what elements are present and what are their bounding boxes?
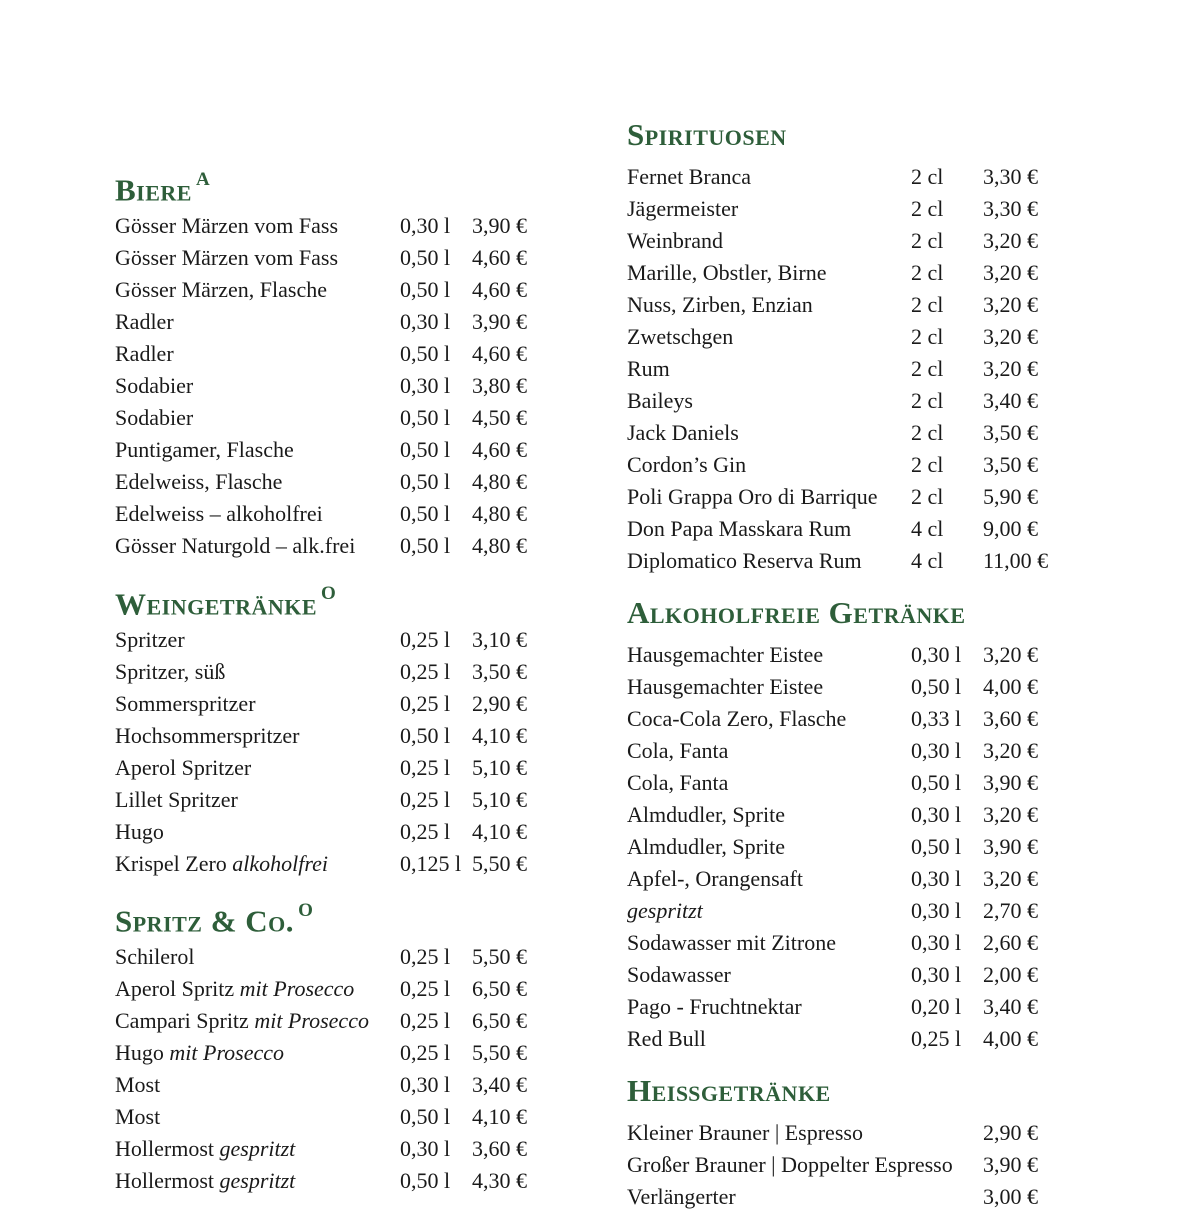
item-volume: 0,50 l bbox=[400, 245, 451, 270]
item-price: 4,60 € bbox=[472, 437, 527, 462]
item-volume: 0,25 l bbox=[400, 659, 451, 684]
item-name: Spritzer bbox=[115, 627, 185, 652]
menu-item bbox=[115, 688, 555, 720]
item-name: Cola, Fanta bbox=[627, 738, 729, 763]
item-list bbox=[627, 1117, 1107, 1213]
item-note: gespritzt bbox=[627, 898, 703, 923]
item-volume: 2 cl bbox=[911, 452, 944, 477]
menu-item bbox=[115, 656, 555, 688]
item-price: 3,20 € bbox=[983, 642, 1038, 667]
item-note: mit Prosecco bbox=[169, 1040, 285, 1065]
item-list bbox=[115, 210, 555, 562]
item-volume: 0,125 l bbox=[400, 851, 462, 876]
item-note: alkoholfrei bbox=[232, 851, 329, 876]
menu-item bbox=[627, 1181, 1107, 1213]
menu-item bbox=[627, 831, 1107, 863]
item-volume: 0,25 l bbox=[400, 1040, 451, 1065]
item-volume: 2 cl bbox=[911, 196, 944, 221]
item-name: Apfel-, Orangensaft bbox=[627, 866, 803, 891]
item-price: 3,60 € bbox=[983, 706, 1038, 731]
item-name: Campari Spritz mit Prosecco bbox=[115, 1008, 369, 1033]
section-title: Biere $^A$ bbox=[115, 169, 211, 208]
item-name: Sodabier bbox=[115, 373, 194, 398]
menu-item bbox=[627, 959, 1107, 991]
item-volume: 2 cl bbox=[911, 292, 944, 317]
menu-item bbox=[115, 530, 555, 562]
item-price: 3,20 € bbox=[983, 866, 1038, 891]
item-price: 3,90 € bbox=[983, 770, 1038, 795]
menu-item bbox=[115, 370, 555, 402]
item-volume: 2 cl bbox=[911, 356, 944, 381]
menu-item bbox=[627, 799, 1107, 831]
menu-item bbox=[627, 353, 1107, 385]
item-price: 4,00 € bbox=[983, 1026, 1038, 1051]
menu-item bbox=[627, 671, 1107, 703]
item-price: 4,50 € bbox=[472, 405, 527, 430]
item-volume: 0,30 l bbox=[911, 802, 962, 827]
menu-item bbox=[627, 1023, 1107, 1055]
item-volume: 0,50 l bbox=[911, 770, 962, 795]
menu-item bbox=[627, 639, 1107, 671]
item-list bbox=[627, 639, 1107, 1055]
item-price: 4,60 € bbox=[472, 245, 527, 270]
item-price: 3,40 € bbox=[472, 1072, 527, 1097]
item-name: Puntigamer, Flasche bbox=[115, 437, 294, 462]
item-price: 4,80 € bbox=[472, 533, 527, 558]
item-price: 5,50 € bbox=[472, 851, 527, 876]
menu-item bbox=[115, 941, 555, 973]
menu-item bbox=[115, 242, 555, 274]
menu-item bbox=[115, 1165, 555, 1197]
section-biere bbox=[115, 166, 555, 562]
menu-item bbox=[115, 973, 555, 1005]
menu-item bbox=[115, 1133, 555, 1165]
item-volume: 0,30 l bbox=[911, 642, 962, 667]
menu-item bbox=[627, 895, 1107, 927]
item-price: 3,10 € bbox=[472, 627, 527, 652]
menu-item bbox=[627, 927, 1107, 959]
item-volume: 2 cl bbox=[911, 228, 944, 253]
item-price: 4,60 € bbox=[472, 341, 527, 366]
menu-item bbox=[115, 1037, 555, 1069]
item-name: Cordon’s Gin bbox=[627, 452, 747, 477]
item-volume: 2 cl bbox=[911, 420, 944, 445]
menu-item bbox=[627, 257, 1107, 289]
item-name: Baileys bbox=[627, 388, 693, 413]
section-title: Alkoholfreie Getränke bbox=[627, 595, 966, 630]
menu-item bbox=[627, 735, 1107, 767]
item-volume: 0,50 l bbox=[400, 533, 451, 558]
section-heissgetraenke bbox=[627, 1073, 1107, 1213]
item-price: 5,10 € bbox=[472, 787, 527, 812]
item-name: Hugo mit Prosecco bbox=[115, 1040, 285, 1065]
item-price: 3,90 € bbox=[472, 213, 527, 238]
menu-item bbox=[627, 193, 1107, 225]
menu-item bbox=[627, 225, 1107, 257]
item-name: Gösser Märzen vom Fass bbox=[115, 213, 339, 238]
item-price: 3,00 € bbox=[983, 1184, 1038, 1209]
section-spritz-co bbox=[115, 897, 555, 1197]
item-volume: 0,50 l bbox=[911, 674, 962, 699]
item-name: Nuss, Zirben, Enzian bbox=[627, 292, 813, 317]
item-price: 3,50 € bbox=[983, 420, 1038, 445]
item-name: Pago - Fruchtnektar bbox=[627, 994, 802, 1019]
item-name: Most bbox=[115, 1072, 161, 1097]
item-name: Hollermost gespritzt bbox=[115, 1136, 296, 1161]
item-volume: 4 cl bbox=[911, 548, 944, 573]
item-volume: 2 cl bbox=[911, 484, 944, 509]
item-note: mit Prosecco bbox=[239, 976, 355, 1001]
menu-item bbox=[115, 210, 555, 242]
section-title: Heißgetränke bbox=[627, 1073, 831, 1108]
section-spirituosen bbox=[627, 117, 1107, 577]
menu-item bbox=[627, 991, 1107, 1023]
item-name: Rum bbox=[627, 356, 670, 381]
item-name: Jack Daniels bbox=[627, 420, 739, 445]
item-name: Krispel Zero alkoholfrei bbox=[115, 851, 329, 876]
item-volume: 0,25 l bbox=[400, 627, 451, 652]
item-name: Sommerspritzer bbox=[115, 691, 256, 716]
item-price: 9,00 € bbox=[983, 516, 1038, 541]
menu-item bbox=[115, 752, 555, 784]
item-volume: 0,30 l bbox=[911, 866, 962, 891]
item-price: 4,30 € bbox=[472, 1168, 527, 1193]
item-price: 4,80 € bbox=[472, 501, 527, 526]
item-name: Red Bull bbox=[627, 1026, 706, 1051]
item-volume: 0,50 l bbox=[400, 501, 451, 526]
item-price: 3,20 € bbox=[983, 324, 1038, 349]
item-volume: 0,50 l bbox=[911, 834, 962, 859]
item-price: 3,60 € bbox=[472, 1136, 527, 1161]
item-volume: 0,25 l bbox=[400, 691, 451, 716]
item-price: 3,40 € bbox=[983, 994, 1038, 1019]
item-price: 3,40 € bbox=[983, 388, 1038, 413]
item-name: Verlängerter bbox=[627, 1184, 736, 1209]
item-price: 5,90 € bbox=[983, 484, 1038, 509]
item-name: Radler bbox=[115, 341, 174, 366]
menu-item bbox=[627, 481, 1107, 513]
item-volume: 2 cl bbox=[911, 324, 944, 349]
section-weingetraenke bbox=[115, 580, 555, 880]
menu-item bbox=[627, 513, 1107, 545]
item-volume: 0,30 l bbox=[400, 373, 451, 398]
item-name: Cola, Fanta bbox=[627, 770, 729, 795]
menu-item bbox=[627, 385, 1107, 417]
item-list bbox=[115, 624, 555, 880]
menu-item bbox=[115, 1005, 555, 1037]
item-name: Marille, Obstler, Birne bbox=[627, 260, 827, 285]
menu-item bbox=[115, 466, 555, 498]
item-name: Hollermost gespritzt bbox=[115, 1168, 296, 1193]
item-volume: 0,50 l bbox=[400, 341, 451, 366]
menu-item bbox=[627, 863, 1107, 895]
item-name: Hugo bbox=[115, 819, 164, 844]
item-name: Hochsommerspritzer bbox=[115, 723, 300, 748]
menu-item bbox=[115, 1069, 555, 1101]
item-name: Zwetschgen bbox=[627, 324, 734, 349]
item-volume: 4 cl bbox=[911, 516, 944, 541]
item-volume: 0,50 l bbox=[400, 723, 451, 748]
item-price: 3,30 € bbox=[983, 196, 1038, 221]
item-name: Weinbrand bbox=[627, 228, 723, 253]
section-title: Spirituosen bbox=[627, 117, 787, 152]
item-price: 2,90 € bbox=[983, 1120, 1038, 1145]
item-volume: 2 cl bbox=[911, 388, 944, 413]
item-volume: 0,25 l bbox=[400, 819, 451, 844]
item-name: Jägermeister bbox=[627, 196, 739, 221]
item-name: Almdudler, Sprite bbox=[627, 834, 785, 859]
menu-item bbox=[115, 624, 555, 656]
item-name: Sodabier bbox=[115, 405, 194, 430]
item-volume: 0,25 l bbox=[400, 944, 451, 969]
item-volume: 0,25 l bbox=[400, 755, 451, 780]
item-name: Edelweiss – alkoholfrei bbox=[115, 501, 323, 526]
item-price: 3,90 € bbox=[983, 834, 1038, 859]
item-name: Hausgemachter Eistee bbox=[627, 674, 824, 699]
item-price: 3,20 € bbox=[983, 802, 1038, 827]
item-price: 6,50 € bbox=[472, 1008, 527, 1033]
item-name: Sodawasser bbox=[627, 962, 731, 987]
item-note: mit Prosecco bbox=[254, 1008, 369, 1033]
item-list bbox=[627, 161, 1107, 577]
item-name: Großer Brauner | Doppelter Espresso bbox=[627, 1152, 953, 1177]
item-name: Edelweiss, Flasche bbox=[115, 469, 283, 494]
item-name: Gösser Märzen vom Fass bbox=[115, 245, 339, 270]
section-title: Weingetränke $^O$ bbox=[115, 583, 337, 622]
item-volume: 0,50 l bbox=[400, 277, 451, 302]
item-name: Almdudler, Sprite bbox=[627, 802, 785, 827]
item-name: Sodawasser mit Zitrone bbox=[627, 930, 836, 955]
menu-item bbox=[627, 545, 1107, 577]
item-volume: 0,25 l bbox=[400, 976, 451, 1001]
item-name: Most bbox=[115, 1104, 161, 1129]
menu-item bbox=[115, 816, 555, 848]
item-volume: 0,30 l bbox=[911, 962, 962, 987]
item-price: 3,20 € bbox=[983, 228, 1038, 253]
item-price: 3,90 € bbox=[472, 309, 527, 334]
item-price: 3,90 € bbox=[983, 1152, 1038, 1177]
menu-item bbox=[115, 434, 555, 466]
item-volume: 0,20 l bbox=[911, 994, 962, 1019]
item-price: 2,70 € bbox=[983, 898, 1038, 923]
menu-item bbox=[115, 720, 555, 752]
item-volume: 0,25 l bbox=[400, 1008, 451, 1033]
item-price: 3,30 € bbox=[983, 164, 1038, 189]
item-volume: 0,50 l bbox=[400, 469, 451, 494]
item-price: 6,50 € bbox=[472, 976, 527, 1001]
item-price: 2,60 € bbox=[983, 930, 1038, 955]
item-price: 3,20 € bbox=[983, 292, 1038, 317]
item-price: 2,90 € bbox=[472, 691, 527, 716]
menu-item bbox=[627, 767, 1107, 799]
item-price: 3,20 € bbox=[983, 356, 1038, 381]
item-name: Aperol Spritz mit Prosecco bbox=[115, 976, 355, 1001]
section-title: Spritz & Co. $^O$ bbox=[115, 900, 314, 939]
menu-item bbox=[627, 321, 1107, 353]
item-volume: 0,30 l bbox=[400, 309, 451, 334]
item-name bbox=[627, 895, 703, 927]
item-volume: 2 cl bbox=[911, 164, 944, 189]
item-price: 2,00 € bbox=[983, 962, 1038, 987]
item-volume: 0,50 l bbox=[400, 1168, 451, 1193]
item-name: Fernet Branca bbox=[627, 164, 751, 189]
item-price: 3,50 € bbox=[472, 659, 527, 684]
item-name: Poli Grappa Oro di Barrique bbox=[627, 484, 878, 509]
item-volume: 0,30 l bbox=[400, 1136, 451, 1161]
menu-item bbox=[115, 1101, 555, 1133]
item-volume: 0,30 l bbox=[911, 738, 962, 763]
item-price: 4,10 € bbox=[472, 819, 527, 844]
item-price: 3,50 € bbox=[983, 452, 1038, 477]
item-volume: 0,30 l bbox=[911, 930, 962, 955]
item-volume: 0,25 l bbox=[400, 787, 451, 812]
menu-item bbox=[627, 161, 1107, 193]
item-name: Lillet Spritzer bbox=[115, 787, 238, 812]
menu-item bbox=[115, 306, 555, 338]
item-price: 3,20 € bbox=[983, 738, 1038, 763]
menu-item bbox=[115, 274, 555, 306]
item-name: Radler bbox=[115, 309, 174, 334]
menu-item bbox=[115, 498, 555, 530]
item-name: Coca-Cola Zero, Flasche bbox=[627, 706, 847, 731]
menu-item bbox=[627, 1149, 1107, 1181]
menu-item bbox=[627, 1117, 1107, 1149]
menu-item bbox=[115, 848, 555, 880]
item-price: 4,60 € bbox=[472, 277, 527, 302]
item-name: Aperol Spritzer bbox=[115, 755, 252, 780]
item-volume: 2 cl bbox=[911, 260, 944, 285]
item-note: gespritzt bbox=[219, 1168, 296, 1193]
item-price: 4,10 € bbox=[472, 1104, 527, 1129]
item-price: 4,80 € bbox=[472, 469, 527, 494]
item-price: 4,00 € bbox=[983, 674, 1038, 699]
item-volume: 0,30 l bbox=[400, 1072, 451, 1097]
item-name: Schilerol bbox=[115, 944, 195, 969]
item-price: 11,00 € bbox=[983, 548, 1049, 573]
menu-item bbox=[115, 338, 555, 370]
item-name: Gösser Märzen, Flasche bbox=[115, 277, 327, 302]
menu-item bbox=[627, 449, 1107, 481]
item-name: Spritzer, süß bbox=[115, 659, 226, 684]
item-volume: 0,50 l bbox=[400, 437, 451, 462]
item-name: Don Papa Masskara Rum bbox=[627, 516, 852, 541]
item-price: 4,10 € bbox=[472, 723, 527, 748]
item-price: 5,50 € bbox=[472, 944, 527, 969]
item-volume: 0,50 l bbox=[400, 405, 451, 430]
item-price: 5,50 € bbox=[472, 1040, 527, 1065]
menu-item bbox=[115, 784, 555, 816]
menu-item bbox=[627, 289, 1107, 321]
item-volume: 0,30 l bbox=[911, 898, 962, 923]
item-name: Kleiner Brauner | Espresso bbox=[627, 1120, 863, 1145]
item-volume: 0,25 l bbox=[911, 1026, 962, 1051]
item-name: Hausgemachter Eistee bbox=[627, 642, 824, 667]
item-price: 3,20 € bbox=[983, 260, 1038, 285]
item-volume: 0,33 l bbox=[911, 706, 962, 731]
item-name: Gösser Naturgold – alk.frei bbox=[115, 533, 356, 558]
menu-item bbox=[627, 703, 1107, 735]
item-price: 5,10 € bbox=[472, 755, 527, 780]
item-note: gespritzt bbox=[219, 1136, 296, 1161]
item-volume: 0,30 l bbox=[400, 213, 451, 238]
item-name: Diplomatico Reserva Rum bbox=[627, 548, 862, 573]
item-list bbox=[115, 941, 555, 1197]
section-alkoholfreie-getraenke bbox=[627, 595, 1107, 1055]
item-volume: 0,50 l bbox=[400, 1104, 451, 1129]
item-price: 3,80 € bbox=[472, 373, 527, 398]
menu-item bbox=[115, 402, 555, 434]
menu-item bbox=[627, 417, 1107, 449]
